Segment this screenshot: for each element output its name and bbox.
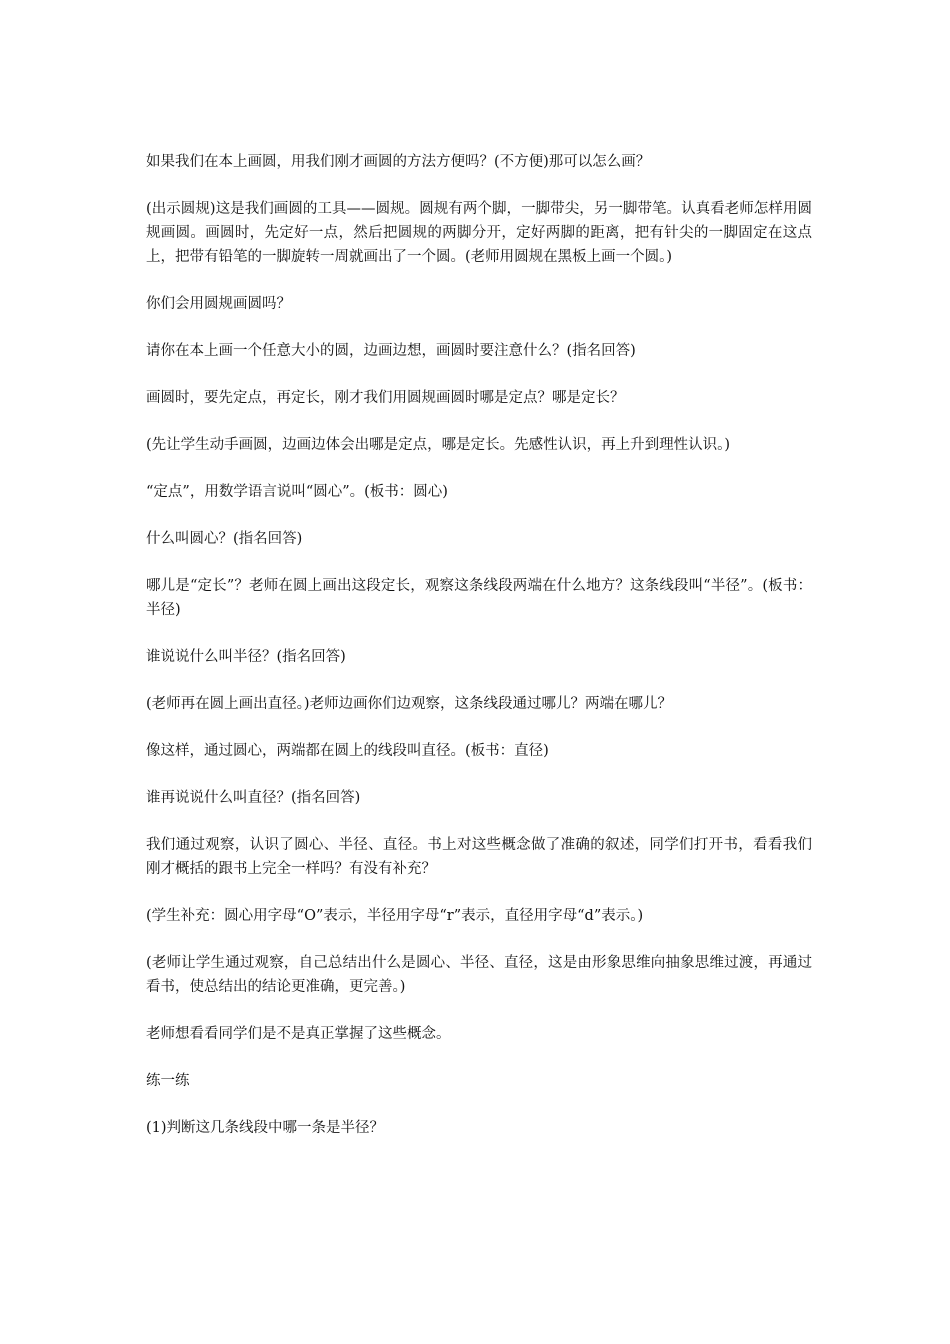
paragraph-3: 你们会用圆规画圆吗？ — [146, 296, 291, 312]
paragraph-14: 我们通过观察，认识了圆心、半径、直径。书上对这些概念做了准确的叙述，同学们打开书，看看我们刚才概括的跟书上完全一样吗？有没有补充？ — [146, 837, 812, 877]
section-heading-practice: 练一练 — [146, 1073, 190, 1089]
paragraph-15: (学生补充：圆心用字母“O”表示，半径用字母“r”表示，直径用字母“d”表示。) — [146, 908, 644, 924]
paragraph-8: 什么叫圆心？(指名回答) — [146, 531, 303, 547]
paragraph-9: 哪儿是“定长”？老师在圆上画出这段定长，观察这条线段两端在什么地方？这条线段叫“半径”。(板书：半径) — [146, 578, 812, 618]
paragraph-2: (出示圆规)这是我们画圆的工具——圆规。圆规有两个脚，一脚带尖，另一脚带笔。认真看老师怎样用圆规画圆。画圆时，先定好一点，然后把圆规的两脚分开，定好两脚的距离，把有针尖的一脚固定在这点上，把带有铅笔的一脚旋转一周就画出了一个圆。(老师用圆规在黑板上画一个圆。) — [146, 201, 812, 265]
paragraph-17: 老师想看看同学们是不是真正掌握了这些概念。 — [146, 1026, 451, 1042]
exercise-question-1: (1)判断这几条线段中哪一条是半径？ — [146, 1120, 385, 1136]
paragraph-7: “定点”，用数学语言说叫“圆心”。(板书：圆心) — [146, 484, 448, 500]
paragraph-5: 画圆时，要先定点，再定长，刚才我们用圆规画圆时哪是定点？哪是定长？ — [146, 390, 625, 406]
paragraph-16: (老师让学生通过观察，自己总结出什么是圆心、半径、直径，这是由形象思维向抽象思维过渡，再通过看书，使总结出的结论更准确，更完善。) — [146, 955, 812, 995]
paragraph-4: 请你在本上画一个任意大小的圆，边画边想，画圆时要注意什么？(指名回答) — [146, 343, 636, 359]
document-body — [146, 150, 812, 1163]
paragraph-13: 谁再说说什么叫直径？(指名回答) — [146, 790, 361, 806]
paragraph-11: (老师再在圆上画出直径。)老师边画你们边观察，这条线段通过哪儿？两端在哪儿？ — [146, 696, 673, 712]
paragraph-12: 像这样，通过圆心，两端都在圆上的线段叫直径。(板书：直径) — [146, 743, 549, 759]
paragraph-10: 谁说说什么叫半径？(指名回答) — [146, 649, 346, 665]
paragraph-1: 如果我们在本上画圆，用我们刚才画圆的方法方便吗？(不方便)那可以怎么画？ — [146, 154, 651, 170]
paragraph-6: (先让学生动手画圆，边画边体会出哪是定点，哪是定长。先感性认识，再上升到理性认识。) — [146, 437, 731, 453]
